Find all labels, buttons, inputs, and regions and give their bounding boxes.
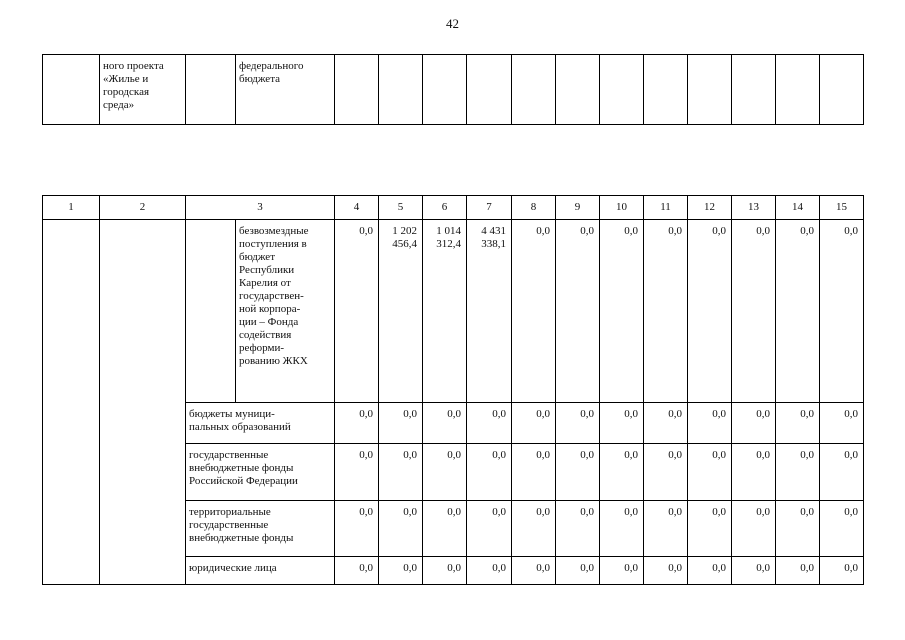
- value-cell: 0,0: [512, 501, 556, 557]
- cell: [688, 55, 732, 125]
- row-label: бюджеты муници- пальных образований: [186, 403, 335, 444]
- value-cell: 0,0: [776, 501, 820, 557]
- header-cell: 7: [467, 196, 512, 220]
- cell: [600, 55, 644, 125]
- row-label: государственные внебюджетные фонды Российской Федерации: [186, 444, 335, 501]
- value-cell: 0,0: [512, 220, 556, 403]
- value-cell: 0,0: [512, 444, 556, 501]
- value-cell: 0,0: [644, 444, 688, 501]
- value-cell: 0,0: [467, 403, 512, 444]
- cell-source: федерального бюджета: [236, 55, 335, 125]
- cell: [186, 55, 236, 125]
- header-cell: 6: [423, 196, 467, 220]
- header-cell: 9: [556, 196, 600, 220]
- row-label: территориальные государственные внебюджетные фонды: [186, 501, 335, 557]
- value-cell: 0,0: [820, 220, 864, 403]
- value-cell: 0,0: [776, 403, 820, 444]
- table-row: [43, 55, 864, 125]
- value-cell: 0,0: [556, 403, 600, 444]
- header-cell: 10: [600, 196, 644, 220]
- value-cell: 0,0: [600, 501, 644, 557]
- value-cell: 0,0: [600, 557, 644, 585]
- value-cell: 0,0: [379, 403, 423, 444]
- header-cell: 13: [732, 196, 776, 220]
- table-fragment-top: [42, 54, 864, 125]
- cell: [186, 220, 236, 403]
- header-cell: 15: [820, 196, 864, 220]
- cell: [335, 55, 379, 125]
- value-cell: 0,0: [335, 501, 379, 557]
- header-cell: 14: [776, 196, 820, 220]
- value-cell: 0,0: [732, 444, 776, 501]
- value-cell: 0,0: [600, 220, 644, 403]
- cell: [43, 55, 100, 125]
- value-cell: 0,0: [556, 557, 600, 585]
- value-cell: 0,0: [732, 403, 776, 444]
- value-cell: 0,0: [820, 444, 864, 501]
- header-row: [43, 196, 864, 220]
- cell: [423, 55, 467, 125]
- value-cell: 0,0: [600, 444, 644, 501]
- value-cell: 0,0: [820, 403, 864, 444]
- cell: [820, 55, 864, 125]
- value-cell: 0,0: [688, 403, 732, 444]
- value-cell: 0,0: [467, 501, 512, 557]
- value-cell: 1 202 456,4: [379, 220, 423, 403]
- value-cell: 0,0: [776, 557, 820, 585]
- value-cell: 0,0: [512, 557, 556, 585]
- value-cell: 0,0: [423, 501, 467, 557]
- header-cell: 8: [512, 196, 556, 220]
- value-cell: 0,0: [379, 444, 423, 501]
- header-cell: 12: [688, 196, 732, 220]
- value-cell: 0,0: [732, 501, 776, 557]
- cell: [732, 55, 776, 125]
- cell: [379, 55, 423, 125]
- value-cell: 0,0: [556, 444, 600, 501]
- value-cell: 0,0: [776, 444, 820, 501]
- value-cell: 0,0: [644, 501, 688, 557]
- value-cell: 0,0: [820, 501, 864, 557]
- value-cell: 0,0: [423, 444, 467, 501]
- header-cell: 3: [186, 196, 335, 220]
- value-cell: 0,0: [644, 557, 688, 585]
- value-cell: 0,0: [335, 220, 379, 403]
- value-cell: 0,0: [688, 501, 732, 557]
- cell: [43, 220, 100, 585]
- page-number: 42: [446, 16, 459, 31]
- value-cell: 0,0: [512, 403, 556, 444]
- value-cell: 0,0: [335, 444, 379, 501]
- header-cell: 11: [644, 196, 688, 220]
- table-row: [43, 220, 864, 403]
- value-cell: 0,0: [688, 444, 732, 501]
- value-cell: 0,0: [335, 557, 379, 585]
- row-label: безвозмездные поступления в бюджет Республики Карелия от государствен- ной корпора- ции – Фонда содействия реформи- рованию ЖКХ: [236, 220, 335, 403]
- value-cell: 0,0: [379, 501, 423, 557]
- value-cell: 0,0: [467, 557, 512, 585]
- value-cell: 1 014 312,4: [423, 220, 467, 403]
- value-cell: 0,0: [423, 557, 467, 585]
- funding-table: [42, 195, 864, 585]
- value-cell: 0,0: [776, 220, 820, 403]
- value-cell: 4 431 338,1: [467, 220, 512, 403]
- value-cell: 0,0: [600, 403, 644, 444]
- cell: [644, 55, 688, 125]
- row-label: юридические лица: [186, 557, 335, 585]
- cell: [100, 220, 186, 585]
- value-cell: 0,0: [644, 403, 688, 444]
- header-cell: 1: [43, 196, 100, 220]
- value-cell: 0,0: [335, 403, 379, 444]
- cell: [776, 55, 820, 125]
- value-cell: 0,0: [423, 403, 467, 444]
- value-cell: 0,0: [556, 220, 600, 403]
- header-cell: 4: [335, 196, 379, 220]
- value-cell: 0,0: [379, 557, 423, 585]
- value-cell: 0,0: [688, 220, 732, 403]
- cell-project-name: ного проекта «Жилье и городская среда»: [100, 55, 186, 125]
- cell: [467, 55, 512, 125]
- cell: [512, 55, 556, 125]
- value-cell: 0,0: [467, 444, 512, 501]
- value-cell: 0,0: [644, 220, 688, 403]
- value-cell: 0,0: [732, 557, 776, 585]
- value-cell: 0,0: [820, 557, 864, 585]
- header-cell: 2: [100, 196, 186, 220]
- value-cell: 0,0: [732, 220, 776, 403]
- cell: [556, 55, 600, 125]
- value-cell: 0,0: [688, 557, 732, 585]
- header-cell: 5: [379, 196, 423, 220]
- value-cell: 0,0: [556, 501, 600, 557]
